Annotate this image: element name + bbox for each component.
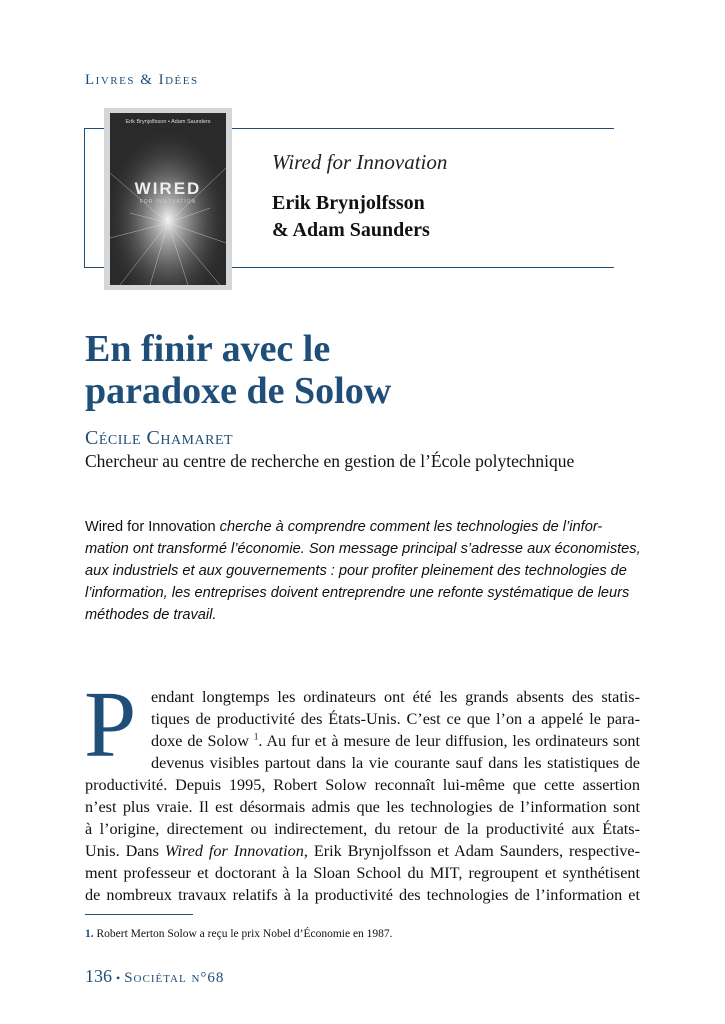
book-cover-image bbox=[104, 108, 232, 290]
body-line-7: à l’origine, directement ou indirectement, du retour de la productivité aux États- bbox=[85, 820, 640, 838]
body-text: , Erik Brynjolfsson et Adam Saunders, respective- bbox=[303, 842, 640, 860]
abstract-line bbox=[85, 582, 640, 604]
abstract-line bbox=[85, 516, 640, 538]
body-text: . Au fur et à mesure de leur diffusion, les ordinateurs sont bbox=[258, 732, 641, 750]
body-line-2: tiques de productivité des États-Unis. C’est ce que l’on a appelé le para- bbox=[151, 710, 640, 728]
abstract-text: mation ont transformé l’économie. Son message principal s’adresse aux économistes, bbox=[85, 541, 641, 557]
book-author-2: & Adam Saunders bbox=[272, 219, 430, 241]
abstract-text: aux industriels et aux gouvernements : pour profiter pleinement des technologies de bbox=[85, 563, 627, 579]
page-number: 136 bbox=[85, 966, 112, 986]
body-line-9: ment professeur et doctorant à la Sloan School du MIT, regroupent et synthétisent bbox=[85, 864, 640, 882]
journal-name: Sociétal n°68 bbox=[124, 970, 225, 986]
footnote-ref: 1 bbox=[253, 731, 259, 742]
footnote bbox=[85, 928, 393, 940]
body-book-title: Wired for Innovation bbox=[164, 842, 304, 860]
abstract-text: méthodes de travail. bbox=[85, 607, 217, 623]
article-author: Cécile Chamaret bbox=[85, 427, 234, 449]
abstract-lead: Wired for Innovation bbox=[85, 519, 216, 535]
frame-left-rule bbox=[84, 128, 85, 268]
article-title-line-1: En finir avec le bbox=[85, 328, 331, 370]
abstract-line bbox=[85, 604, 640, 626]
body-line-8 bbox=[85, 840, 640, 862]
body-line-3 bbox=[151, 730, 640, 752]
book-title: Wired for Innovation bbox=[272, 150, 448, 174]
body-line-4: devenus visibles partout dans la vie courante sauf dans les statistiques de bbox=[151, 754, 640, 772]
cover-title: WIRED bbox=[134, 179, 202, 198]
author-affiliation: Chercheur au centre de recherche en gestion de l’École polytechnique bbox=[85, 451, 575, 471]
abstract-text: l’information, les entreprises doivent entreprendre une refonte systématique de leurs bbox=[85, 585, 630, 601]
abstract-line bbox=[85, 538, 640, 560]
footnote-number: 1. bbox=[85, 928, 94, 940]
article-title-line-2: paradoxe de Solow bbox=[85, 370, 392, 412]
body-line-6: n’est plus vraie. Il est désormais admis que les technologies de l’information sont bbox=[85, 798, 640, 816]
cover-subtitle: FOR INNOVATION bbox=[139, 199, 197, 205]
abstract bbox=[85, 516, 640, 626]
body-text: Unis. Dans bbox=[85, 842, 165, 860]
cover-authors: Erik Brynjolfsson • Adam Saunders bbox=[125, 119, 211, 125]
body-line-1: endant longtemps les ordinateurs ont été les grands absents des statis- bbox=[151, 688, 640, 706]
body-text: doxe de Solow bbox=[151, 732, 254, 750]
book-author-1: Erik Brynjolfsson bbox=[272, 192, 425, 214]
abstract-text: cherche à comprendre comment les technologies de l’infor- bbox=[215, 519, 603, 535]
footnote-text: Robert Merton Solow a reçu le prix Nobel d’Économie en 1987. bbox=[93, 928, 393, 940]
footer-bullet: • bbox=[116, 971, 121, 985]
book-cover-art bbox=[110, 113, 226, 285]
body-line-5: productivité. Depuis 1995, Robert Solow reconnaît lui-même que cette assertion bbox=[85, 776, 640, 794]
section-header: Livres & Idées bbox=[85, 72, 199, 88]
page-footer bbox=[85, 966, 224, 987]
drop-cap: P bbox=[84, 673, 137, 777]
footnote-rule bbox=[85, 914, 193, 915]
body-line-10: de nombreux travaux relatifs à la productivité des technologies de l’information et bbox=[85, 886, 640, 904]
article-title bbox=[85, 328, 391, 412]
abstract-line bbox=[85, 560, 640, 582]
